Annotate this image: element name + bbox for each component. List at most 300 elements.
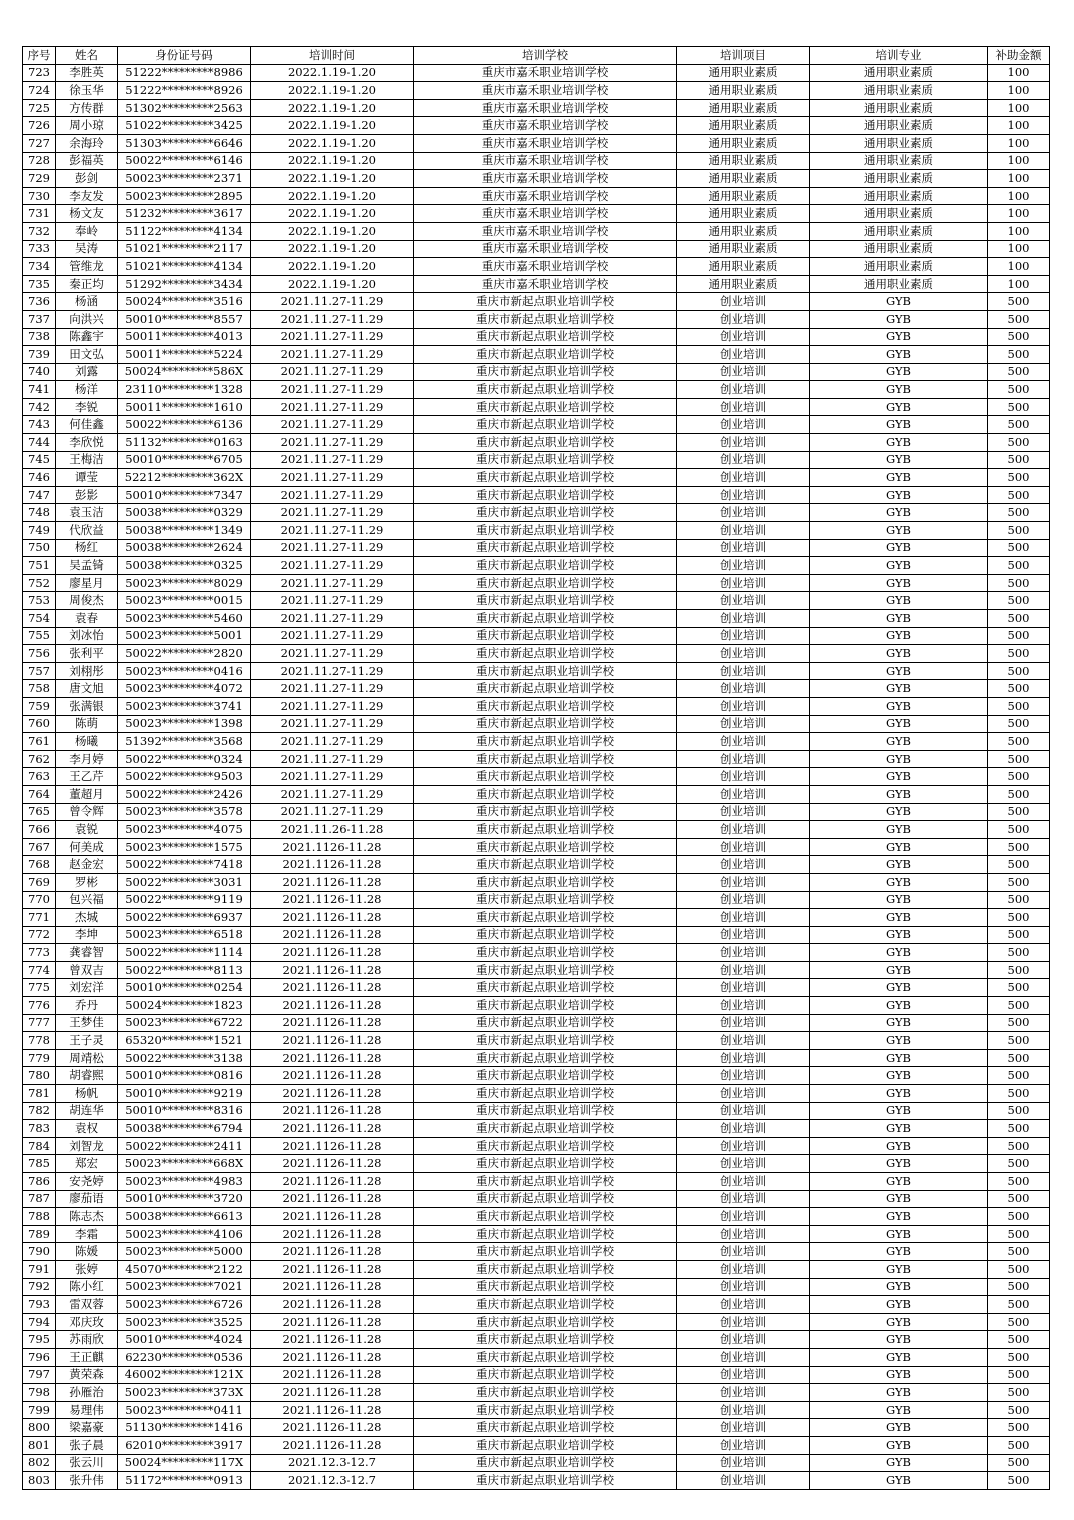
cell-training-major: GYB xyxy=(810,1348,988,1366)
table-row xyxy=(23,1155,1050,1173)
cell-training-time: 2021.1126-11.28 xyxy=(251,1260,414,1278)
cell-name: 易理伟 xyxy=(56,1401,118,1419)
cell-training-major: GYB xyxy=(810,1278,988,1296)
table-row xyxy=(23,1366,1050,1384)
table-row xyxy=(23,873,1050,891)
cell-index: 735 xyxy=(23,275,56,293)
cell-training-school: 重庆市新起点职业培训学校 xyxy=(414,1225,677,1243)
table-row xyxy=(23,152,1050,170)
cell-subsidy-amount: 500 xyxy=(988,469,1050,487)
cell-name: 陈志杰 xyxy=(56,1208,118,1226)
table-row xyxy=(23,557,1050,575)
cell-training-project: 创业培训 xyxy=(677,750,810,768)
cell-subsidy-amount: 100 xyxy=(988,134,1050,152)
cell-training-major: GYB xyxy=(810,328,988,346)
table-row xyxy=(23,310,1050,328)
cell-training-project: 创业培训 xyxy=(677,434,810,452)
cell-training-time: 2021.11.27-11.29 xyxy=(251,645,414,663)
cell-name: 彭福英 xyxy=(56,152,118,170)
cell-training-project: 通用职业素质 xyxy=(677,222,810,240)
cell-id-number: 50010*********8557 xyxy=(118,310,251,328)
cell-training-project: 创业培训 xyxy=(677,1296,810,1314)
cell-training-major: 通用职业素质 xyxy=(810,240,988,258)
cell-training-time: 2022.1.19-1.20 xyxy=(251,134,414,152)
cell-training-major: GYB xyxy=(810,504,988,522)
table-row xyxy=(23,293,1050,311)
cell-id-number: 50022*********2820 xyxy=(118,645,251,663)
cell-index: 780 xyxy=(23,1067,56,1085)
cell-training-school: 重庆市新起点职业培训学校 xyxy=(414,328,677,346)
cell-training-major: GYB xyxy=(810,574,988,592)
cell-name: 陈媛 xyxy=(56,1243,118,1261)
cell-training-school: 重庆市新起点职业培训学校 xyxy=(414,838,677,856)
cell-training-time: 2021.11.27-11.29 xyxy=(251,416,414,434)
cell-name: 李锐 xyxy=(56,398,118,416)
cell-id-number: 50022*********6937 xyxy=(118,909,251,927)
cell-name: 李月婷 xyxy=(56,750,118,768)
cell-training-major: GYB xyxy=(810,733,988,751)
cell-training-school: 重庆市嘉禾职业培训学校 xyxy=(414,222,677,240)
cell-id-number: 50038*********0329 xyxy=(118,504,251,522)
cell-training-school: 重庆市新起点职业培训学校 xyxy=(414,398,677,416)
cell-id-number: 50038*********0325 xyxy=(118,557,251,575)
cell-index: 752 xyxy=(23,574,56,592)
cell-subsidy-amount: 500 xyxy=(988,1208,1050,1226)
cell-training-major: GYB xyxy=(810,785,988,803)
cell-training-school: 重庆市新起点职业培训学校 xyxy=(414,469,677,487)
table-row xyxy=(23,363,1050,381)
cell-training-major: 通用职业素质 xyxy=(810,275,988,293)
cell-name: 谭莹 xyxy=(56,469,118,487)
cell-index: 792 xyxy=(23,1278,56,1296)
cell-training-major: GYB xyxy=(810,381,988,399)
cell-subsidy-amount: 500 xyxy=(988,909,1050,927)
cell-id-number: 50022*********9503 xyxy=(118,768,251,786)
table-row xyxy=(23,821,1050,839)
cell-id-number: 50010*********0254 xyxy=(118,979,251,997)
table-row xyxy=(23,1384,1050,1402)
cell-training-time: 2021.1126-11.28 xyxy=(251,944,414,962)
cell-id-number: 50011*********1610 xyxy=(118,398,251,416)
cell-training-time: 2021.11.27-11.29 xyxy=(251,803,414,821)
cell-training-school: 重庆市嘉禾职业培训学校 xyxy=(414,117,677,135)
cell-name: 杨红 xyxy=(56,539,118,557)
cell-training-school: 重庆市新起点职业培训学校 xyxy=(414,1173,677,1191)
cell-training-time: 2021.11.27-11.29 xyxy=(251,293,414,311)
cell-id-number: 50038*********6794 xyxy=(118,1120,251,1138)
cell-training-time: 2021.11.27-11.29 xyxy=(251,768,414,786)
cell-id-number: 50023*********5460 xyxy=(118,610,251,628)
cell-training-project: 创业培训 xyxy=(677,1120,810,1138)
cell-subsidy-amount: 500 xyxy=(988,1454,1050,1472)
table-row xyxy=(23,697,1050,715)
table-row xyxy=(23,1032,1050,1050)
cell-name: 曾双吉 xyxy=(56,961,118,979)
cell-training-project: 创业培训 xyxy=(677,627,810,645)
table-row xyxy=(23,1120,1050,1138)
cell-id-number: 50038*********1349 xyxy=(118,522,251,540)
cell-training-project: 创业培训 xyxy=(677,398,810,416)
cell-id-number: 62230*********0536 xyxy=(118,1348,251,1366)
cell-subsidy-amount: 500 xyxy=(988,680,1050,698)
cell-name: 廖茄语 xyxy=(56,1190,118,1208)
table-row xyxy=(23,944,1050,962)
cell-training-major: GYB xyxy=(810,557,988,575)
table-row xyxy=(23,1137,1050,1155)
cell-index: 761 xyxy=(23,733,56,751)
cell-training-school: 重庆市新起点职业培训学校 xyxy=(414,451,677,469)
cell-name: 吴孟锜 xyxy=(56,557,118,575)
table-row xyxy=(23,416,1050,434)
cell-training-school: 重庆市新起点职业培训学校 xyxy=(414,1067,677,1085)
cell-index: 783 xyxy=(23,1120,56,1138)
cell-training-project: 创业培训 xyxy=(677,1472,810,1490)
cell-training-project: 创业培训 xyxy=(677,979,810,997)
cell-subsidy-amount: 500 xyxy=(988,821,1050,839)
cell-training-project: 通用职业素质 xyxy=(677,152,810,170)
cell-training-time: 2022.1.19-1.20 xyxy=(251,117,414,135)
cell-index: 803 xyxy=(23,1472,56,1490)
cell-training-school: 重庆市新起点职业培训学校 xyxy=(414,1120,677,1138)
table-row xyxy=(23,592,1050,610)
table-row xyxy=(23,662,1050,680)
cell-id-number: 51122*********4134 xyxy=(118,222,251,240)
cell-training-time: 2021.11.27-11.29 xyxy=(251,750,414,768)
cell-training-major: GYB xyxy=(810,1225,988,1243)
cell-training-major: GYB xyxy=(810,997,988,1015)
cell-training-major: 通用职业素质 xyxy=(810,134,988,152)
cell-id-number: 51232*********3617 xyxy=(118,205,251,223)
cell-index: 726 xyxy=(23,117,56,135)
table-row xyxy=(23,926,1050,944)
cell-training-project: 通用职业素质 xyxy=(677,117,810,135)
table-row xyxy=(23,1278,1050,1296)
cell-subsidy-amount: 500 xyxy=(988,1243,1050,1261)
cell-training-time: 2021.1126-11.28 xyxy=(251,1032,414,1050)
cell-training-school: 重庆市嘉禾职业培训学校 xyxy=(414,99,677,117)
cell-training-major: GYB xyxy=(810,416,988,434)
cell-id-number: 50010*********7347 xyxy=(118,486,251,504)
cell-training-school: 重庆市新起点职业培训学校 xyxy=(414,1454,677,1472)
cell-training-school: 重庆市新起点职业培训学校 xyxy=(414,1155,677,1173)
cell-training-school: 重庆市新起点职业培训学校 xyxy=(414,1137,677,1155)
cell-training-major: GYB xyxy=(810,803,988,821)
cell-subsidy-amount: 500 xyxy=(988,416,1050,434)
cell-subsidy-amount: 100 xyxy=(988,82,1050,100)
cell-id-number: 51302*********2563 xyxy=(118,99,251,117)
cell-training-major: GYB xyxy=(810,1243,988,1261)
cell-training-project: 创业培训 xyxy=(677,803,810,821)
cell-id-number: 50022*********8113 xyxy=(118,961,251,979)
table-row xyxy=(23,1225,1050,1243)
cell-index: 737 xyxy=(23,310,56,328)
cell-training-time: 2021.1126-11.28 xyxy=(251,1208,414,1226)
cell-training-time: 2021.11.27-11.29 xyxy=(251,592,414,610)
table-row xyxy=(23,961,1050,979)
cell-index: 768 xyxy=(23,856,56,874)
cell-training-school: 重庆市嘉禾职业培训学校 xyxy=(414,187,677,205)
cell-subsidy-amount: 500 xyxy=(988,1102,1050,1120)
cell-id-number: 50023*********2895 xyxy=(118,187,251,205)
cell-id-number: 50023*********0411 xyxy=(118,1401,251,1419)
cell-id-number: 65320*********1521 xyxy=(118,1032,251,1050)
cell-subsidy-amount: 500 xyxy=(988,451,1050,469)
cell-training-major: GYB xyxy=(810,1032,988,1050)
cell-index: 775 xyxy=(23,979,56,997)
cell-name: 杨曦 xyxy=(56,733,118,751)
cell-id-number: 51021*********2117 xyxy=(118,240,251,258)
cell-index: 778 xyxy=(23,1032,56,1050)
cell-name: 王正麒 xyxy=(56,1348,118,1366)
cell-training-time: 2022.1.19-1.20 xyxy=(251,258,414,276)
cell-name: 李坤 xyxy=(56,926,118,944)
cell-subsidy-amount: 100 xyxy=(988,275,1050,293)
cell-id-number: 50023*********1575 xyxy=(118,838,251,856)
table-row xyxy=(23,469,1050,487)
table-row xyxy=(23,909,1050,927)
cell-index: 753 xyxy=(23,592,56,610)
cell-training-project: 创业培训 xyxy=(677,1032,810,1050)
cell-training-project: 创业培训 xyxy=(677,504,810,522)
cell-training-time: 2021.11.27-11.29 xyxy=(251,486,414,504)
cell-name: 孙雁治 xyxy=(56,1384,118,1402)
cell-training-major: 通用职业素质 xyxy=(810,187,988,205)
table-row xyxy=(23,803,1050,821)
cell-subsidy-amount: 500 xyxy=(988,1384,1050,1402)
cell-training-time: 2021.11.27-11.29 xyxy=(251,627,414,645)
cell-training-school: 重庆市新起点职业培训学校 xyxy=(414,1419,677,1437)
cell-name: 彭影 xyxy=(56,486,118,504)
cell-subsidy-amount: 100 xyxy=(988,170,1050,188)
cell-training-time: 2022.1.19-1.20 xyxy=(251,64,414,82)
cell-subsidy-amount: 500 xyxy=(988,1348,1050,1366)
cell-training-project: 创业培训 xyxy=(677,909,810,927)
cell-training-time: 2021.1126-11.28 xyxy=(251,1049,414,1067)
table-row xyxy=(23,99,1050,117)
cell-subsidy-amount: 500 xyxy=(988,293,1050,311)
cell-id-number: 50022*********0324 xyxy=(118,750,251,768)
cell-training-project: 创业培训 xyxy=(677,1049,810,1067)
cell-training-project: 创业培训 xyxy=(677,574,810,592)
table-row xyxy=(23,82,1050,100)
cell-training-major: GYB xyxy=(810,293,988,311)
table-row xyxy=(23,997,1050,1015)
cell-name: 管维龙 xyxy=(56,258,118,276)
cell-training-time: 2021.11.27-11.29 xyxy=(251,715,414,733)
table-row xyxy=(23,715,1050,733)
header-name: 姓名 xyxy=(56,47,118,65)
cell-training-school: 重庆市嘉禾职业培训学校 xyxy=(414,258,677,276)
cell-id-number: 50010*********8316 xyxy=(118,1102,251,1120)
cell-training-school: 重庆市新起点职业培训学校 xyxy=(414,909,677,927)
table-row xyxy=(23,785,1050,803)
cell-training-project: 创业培训 xyxy=(677,522,810,540)
cell-training-project: 创业培训 xyxy=(677,785,810,803)
cell-name: 吴涛 xyxy=(56,240,118,258)
cell-training-time: 2021.1126-11.28 xyxy=(251,1014,414,1032)
cell-training-project: 创业培训 xyxy=(677,1208,810,1226)
cell-training-time: 2021.1126-11.28 xyxy=(251,1348,414,1366)
cell-name: 安尧婷 xyxy=(56,1173,118,1191)
cell-id-number: 50023*********2371 xyxy=(118,170,251,188)
table-row xyxy=(23,838,1050,856)
cell-name: 李友发 xyxy=(56,187,118,205)
cell-training-time: 2021.1126-11.28 xyxy=(251,856,414,874)
table-row xyxy=(23,187,1050,205)
table-row xyxy=(23,1208,1050,1226)
cell-training-project: 创业培训 xyxy=(677,1313,810,1331)
cell-id-number: 50023*********6518 xyxy=(118,926,251,944)
cell-training-school: 重庆市嘉禾职业培训学校 xyxy=(414,205,677,223)
cell-training-time: 2021.11.27-11.29 xyxy=(251,504,414,522)
cell-index: 766 xyxy=(23,821,56,839)
cell-index: 725 xyxy=(23,99,56,117)
cell-training-time: 2021.11.27-11.29 xyxy=(251,697,414,715)
cell-training-school: 重庆市新起点职业培训学校 xyxy=(414,1384,677,1402)
cell-training-time: 2021.1126-11.28 xyxy=(251,1155,414,1173)
cell-training-project: 通用职业素质 xyxy=(677,258,810,276)
cell-subsidy-amount: 500 xyxy=(988,750,1050,768)
cell-training-major: GYB xyxy=(810,926,988,944)
cell-name: 周靖松 xyxy=(56,1049,118,1067)
cell-subsidy-amount: 100 xyxy=(988,117,1050,135)
cell-training-project: 通用职业素质 xyxy=(677,187,810,205)
cell-subsidy-amount: 100 xyxy=(988,258,1050,276)
cell-training-project: 通用职业素质 xyxy=(677,275,810,293)
cell-training-time: 2021.1126-11.28 xyxy=(251,891,414,909)
cell-index: 731 xyxy=(23,205,56,223)
cell-training-time: 2021.1126-11.28 xyxy=(251,997,414,1015)
cell-training-project: 通用职业素质 xyxy=(677,82,810,100)
cell-training-school: 重庆市新起点职业培训学校 xyxy=(414,856,677,874)
cell-training-major: GYB xyxy=(810,1331,988,1349)
cell-training-school: 重庆市新起点职业培训学校 xyxy=(414,821,677,839)
cell-index: 754 xyxy=(23,610,56,628)
cell-index: 794 xyxy=(23,1313,56,1331)
cell-training-major: GYB xyxy=(810,1102,988,1120)
cell-index: 738 xyxy=(23,328,56,346)
cell-subsidy-amount: 500 xyxy=(988,645,1050,663)
cell-index: 767 xyxy=(23,838,56,856)
cell-subsidy-amount: 500 xyxy=(988,310,1050,328)
cell-subsidy-amount: 500 xyxy=(988,979,1050,997)
cell-training-school: 重庆市新起点职业培训学校 xyxy=(414,557,677,575)
cell-training-major: GYB xyxy=(810,1190,988,1208)
table-row xyxy=(23,733,1050,751)
cell-subsidy-amount: 500 xyxy=(988,1225,1050,1243)
cell-training-time: 2021.1126-11.28 xyxy=(251,1225,414,1243)
cell-id-number: 51132*********0163 xyxy=(118,434,251,452)
cell-training-major: GYB xyxy=(810,1296,988,1314)
cell-training-school: 重庆市新起点职业培训学校 xyxy=(414,1331,677,1349)
cell-training-school: 重庆市新起点职业培训学校 xyxy=(414,1348,677,1366)
cell-index: 741 xyxy=(23,381,56,399)
table-row xyxy=(23,346,1050,364)
cell-training-time: 2021.11.27-11.29 xyxy=(251,785,414,803)
cell-training-school: 重庆市新起点职业培训学校 xyxy=(414,750,677,768)
cell-training-project: 创业培训 xyxy=(677,997,810,1015)
table-row xyxy=(23,1173,1050,1191)
cell-id-number: 50023*********6726 xyxy=(118,1296,251,1314)
cell-training-project: 创业培训 xyxy=(677,1085,810,1103)
cell-index: 798 xyxy=(23,1384,56,1402)
cell-training-project: 创业培训 xyxy=(677,539,810,557)
cell-training-school: 重庆市新起点职业培训学校 xyxy=(414,1243,677,1261)
cell-name: 张云川 xyxy=(56,1454,118,1472)
cell-name: 陈萌 xyxy=(56,715,118,733)
cell-training-time: 2021.1126-11.28 xyxy=(251,1173,414,1191)
cell-training-time: 2022.1.19-1.20 xyxy=(251,152,414,170)
cell-index: 802 xyxy=(23,1454,56,1472)
cell-training-school: 重庆市新起点职业培训学校 xyxy=(414,1190,677,1208)
cell-training-school: 重庆市嘉禾职业培训学校 xyxy=(414,134,677,152)
cell-training-school: 重庆市新起点职业培训学校 xyxy=(414,803,677,821)
cell-index: 740 xyxy=(23,363,56,381)
cell-training-school: 重庆市新起点职业培训学校 xyxy=(414,926,677,944)
cell-subsidy-amount: 500 xyxy=(988,1296,1050,1314)
cell-training-major: GYB xyxy=(810,768,988,786)
cell-index: 758 xyxy=(23,680,56,698)
cell-name: 秦正均 xyxy=(56,275,118,293)
cell-training-school: 重庆市嘉禾职业培训学校 xyxy=(414,152,677,170)
table-row xyxy=(23,64,1050,82)
cell-training-project: 通用职业素质 xyxy=(677,205,810,223)
cell-training-project: 通用职业素质 xyxy=(677,99,810,117)
cell-training-school: 重庆市新起点职业培训学校 xyxy=(414,1313,677,1331)
cell-training-major: GYB xyxy=(810,680,988,698)
cell-name: 王梅洁 xyxy=(56,451,118,469)
cell-id-number: 50022*********2426 xyxy=(118,785,251,803)
cell-training-major: GYB xyxy=(810,979,988,997)
cell-training-major: GYB xyxy=(810,961,988,979)
cell-training-time: 2021.1126-11.28 xyxy=(251,838,414,856)
cell-training-major: GYB xyxy=(810,873,988,891)
cell-index: 728 xyxy=(23,152,56,170)
cell-name: 杨洋 xyxy=(56,381,118,399)
cell-training-project: 创业培训 xyxy=(677,346,810,364)
table-row xyxy=(23,1190,1050,1208)
header-training-major: 培训专业 xyxy=(810,47,988,65)
cell-training-school: 重庆市新起点职业培训学校 xyxy=(414,381,677,399)
cell-id-number: 50023*********4106 xyxy=(118,1225,251,1243)
cell-id-number: 51303*********6646 xyxy=(118,134,251,152)
cell-training-project: 创业培训 xyxy=(677,1155,810,1173)
cell-training-major: GYB xyxy=(810,1049,988,1067)
table-row xyxy=(23,574,1050,592)
cell-subsidy-amount: 500 xyxy=(988,486,1050,504)
cell-index: 750 xyxy=(23,539,56,557)
cell-training-major: 通用职业素质 xyxy=(810,258,988,276)
cell-training-project: 创业培训 xyxy=(677,715,810,733)
cell-training-major: GYB xyxy=(810,539,988,557)
cell-index: 757 xyxy=(23,662,56,680)
cell-index: 756 xyxy=(23,645,56,663)
cell-training-major: GYB xyxy=(810,310,988,328)
cell-id-number: 50023*********4075 xyxy=(118,821,251,839)
cell-index: 790 xyxy=(23,1243,56,1261)
cell-training-project: 创业培训 xyxy=(677,662,810,680)
table-row xyxy=(23,258,1050,276)
cell-training-time: 2021.1126-11.28 xyxy=(251,979,414,997)
cell-index: 730 xyxy=(23,187,56,205)
cell-training-time: 2021.1126-11.28 xyxy=(251,1120,414,1138)
cell-index: 734 xyxy=(23,258,56,276)
cell-name: 胡连华 xyxy=(56,1102,118,1120)
cell-training-project: 创业培训 xyxy=(677,557,810,575)
cell-training-school: 重庆市新起点职业培训学校 xyxy=(414,944,677,962)
cell-subsidy-amount: 100 xyxy=(988,205,1050,223)
cell-training-time: 2021.1126-11.28 xyxy=(251,1067,414,1085)
